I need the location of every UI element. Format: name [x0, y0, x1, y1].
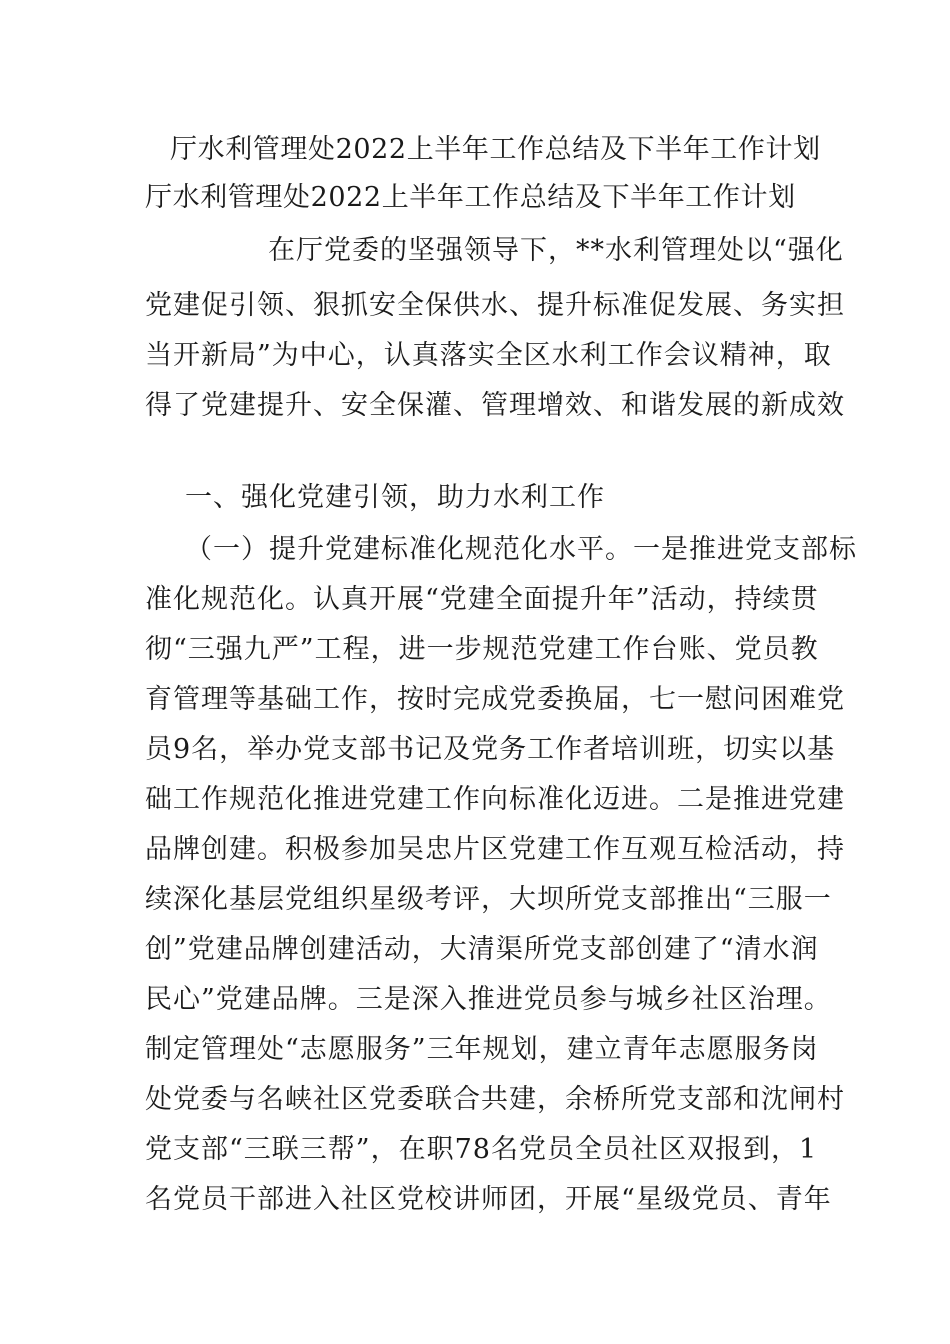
body-line: 名党员干部进入社区党校讲师团，开展“星级党员、青年	[145, 1184, 832, 1215]
body-line: 础工作规范化推进党建工作向标准化迈进。二是推进党建	[145, 784, 845, 815]
document-title-repeat: 厅水利管理处2022上半年工作总结及下半年工作计划	[145, 182, 796, 213]
document-title: 厅水利管理处2022上半年工作总结及下半年工作计划	[170, 134, 821, 165]
body-line: 处党委与名峡社区党委联合共建，余桥所党支部和沈闸村	[145, 1084, 845, 1115]
body-line: 员9名，举办党支部书记及党务工作者培训班，切实以基	[145, 734, 836, 765]
intro-line: 在厅党委的坚强领导下，**水利管理处以“强化	[268, 235, 844, 266]
section-heading: 一、强化党建引领，助力水利工作	[185, 482, 605, 513]
body-line: （一）提升党建标准化规范化水平。一是推进党支部标	[185, 534, 857, 565]
body-line: 制定管理处“志愿服务”三年规划，建立青年志愿服务岗	[145, 1034, 819, 1065]
body-line: 民心”党建品牌。三是深入推进党员参与城乡社区治理。	[145, 984, 832, 1015]
body-line: 彻“三强九严”工程，进一步规范党建工作台账、党员教	[145, 634, 819, 665]
body-line: 创”党建品牌创建活动，大清渠所党支部创建了“清水润	[145, 934, 819, 965]
intro-line: 得了党建提升、安全保灌、管理增效、和谐发展的新成效	[145, 390, 845, 421]
body-line: 党支部“三联三帮”，在职78名党员全员社区双报到，1	[145, 1134, 818, 1165]
intro-line: 当开新局”为中心，认真落实全区水利工作会议精神，取	[145, 340, 832, 371]
body-line: 育管理等基础工作，按时完成党委换届，七一慰问困难党	[145, 684, 845, 715]
intro-line: 党建促引领、狠抓安全保供水、提升标准促发展、务实担	[145, 290, 845, 321]
body-line: 续深化基层党组织星级考评，大坝所党支部推出“三服一	[145, 884, 832, 915]
body-line: 准化规范化。认真开展“党建全面提升年”活动，持续贯	[145, 584, 819, 615]
body-line: 品牌创建。积极参加吴忠片区党建工作互观互检活动，持	[145, 834, 845, 865]
